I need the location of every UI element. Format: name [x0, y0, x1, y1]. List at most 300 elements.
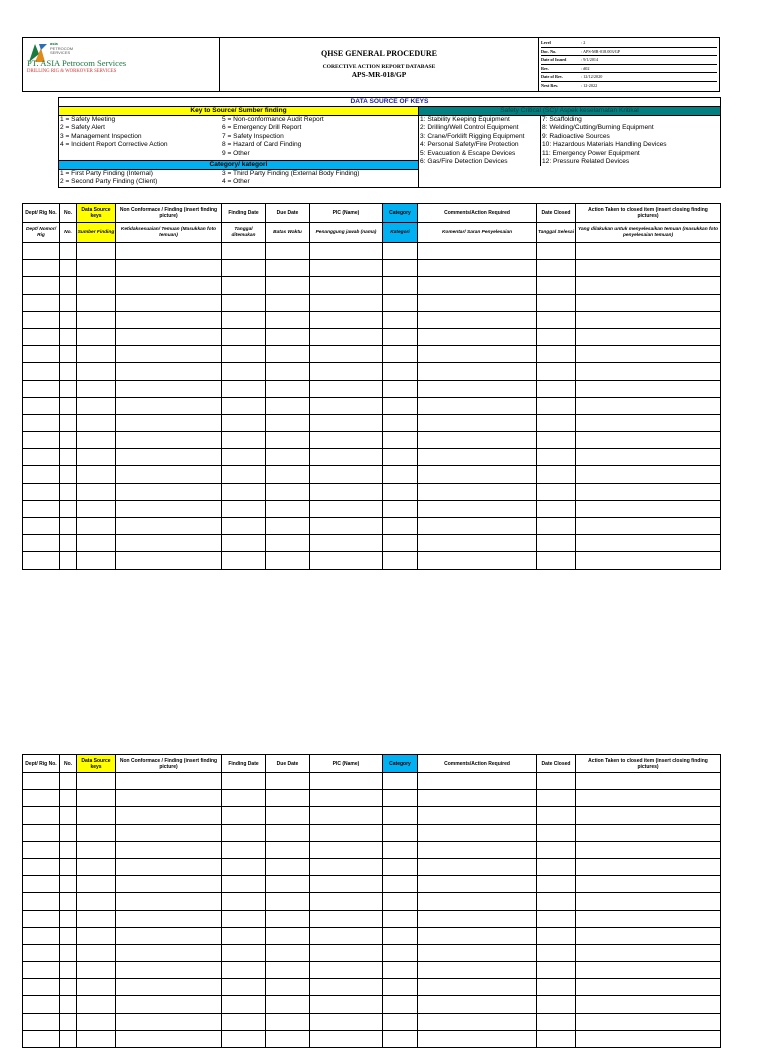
table-cell[interactable]	[222, 432, 266, 449]
table-cell[interactable]	[310, 1030, 383, 1047]
table-cell[interactable]	[116, 841, 222, 858]
table-cell[interactable]	[383, 790, 418, 807]
table-cell[interactable]	[23, 243, 60, 260]
table-cell[interactable]	[576, 552, 721, 569]
table-cell[interactable]	[266, 243, 310, 260]
table-cell[interactable]	[310, 346, 383, 363]
table-cell[interactable]	[383, 927, 418, 944]
table-cell[interactable]	[576, 962, 721, 979]
table-cell[interactable]	[23, 552, 60, 569]
table-cell[interactable]	[77, 927, 116, 944]
table-cell[interactable]	[576, 824, 721, 841]
table-cell[interactable]	[266, 363, 310, 380]
table-cell[interactable]	[418, 260, 537, 277]
table-cell[interactable]	[266, 824, 310, 841]
table-cell[interactable]	[418, 893, 537, 910]
table-cell[interactable]	[60, 979, 77, 996]
table-cell[interactable]	[576, 277, 721, 294]
table-cell[interactable]	[310, 773, 383, 790]
table-cell[interactable]	[576, 483, 721, 500]
table-cell[interactable]	[60, 483, 77, 500]
table-cell[interactable]	[266, 380, 310, 397]
table-cell[interactable]	[77, 466, 116, 483]
table-cell[interactable]	[23, 824, 60, 841]
table-cell[interactable]	[222, 277, 266, 294]
table-cell[interactable]	[23, 1030, 60, 1047]
table-cell[interactable]	[23, 328, 60, 345]
table-cell[interactable]	[23, 876, 60, 893]
table-cell[interactable]	[576, 858, 721, 875]
table-cell[interactable]	[266, 294, 310, 311]
table-cell[interactable]	[222, 363, 266, 380]
table-cell[interactable]	[266, 927, 310, 944]
table-cell[interactable]	[60, 328, 77, 345]
table-cell[interactable]	[310, 260, 383, 277]
table-cell[interactable]	[60, 773, 77, 790]
table-cell[interactable]	[222, 243, 266, 260]
table-cell[interactable]	[60, 841, 77, 858]
table-cell[interactable]	[116, 979, 222, 996]
table-cell[interactable]	[310, 824, 383, 841]
table-cell[interactable]	[222, 944, 266, 961]
table-cell[interactable]	[310, 311, 383, 328]
table-cell[interactable]	[77, 346, 116, 363]
table-cell[interactable]	[23, 466, 60, 483]
table-cell[interactable]	[116, 910, 222, 927]
table-cell[interactable]	[116, 518, 222, 535]
table-cell[interactable]	[116, 552, 222, 569]
table-cell[interactable]	[418, 773, 537, 790]
table-cell[interactable]	[537, 552, 576, 569]
table-cell[interactable]	[537, 380, 576, 397]
table-cell[interactable]	[537, 858, 576, 875]
table-cell[interactable]	[77, 773, 116, 790]
table-cell[interactable]	[383, 432, 418, 449]
table-cell[interactable]	[60, 1013, 77, 1030]
table-cell[interactable]	[576, 363, 721, 380]
table-cell[interactable]	[60, 876, 77, 893]
table-cell[interactable]	[77, 944, 116, 961]
table-cell[interactable]	[77, 414, 116, 431]
table-cell[interactable]	[537, 962, 576, 979]
table-cell[interactable]	[222, 1013, 266, 1030]
table-cell[interactable]	[266, 996, 310, 1013]
table-cell[interactable]	[222, 773, 266, 790]
table-cell[interactable]	[77, 432, 116, 449]
table-cell[interactable]	[60, 962, 77, 979]
table-cell[interactable]	[222, 535, 266, 552]
table-cell[interactable]	[116, 858, 222, 875]
table-cell[interactable]	[383, 518, 418, 535]
table-cell[interactable]	[266, 535, 310, 552]
table-cell[interactable]	[310, 893, 383, 910]
table-cell[interactable]	[60, 500, 77, 517]
table-cell[interactable]	[310, 876, 383, 893]
table-cell[interactable]	[310, 277, 383, 294]
table-cell[interactable]	[537, 996, 576, 1013]
table-cell[interactable]	[60, 414, 77, 431]
table-cell[interactable]	[383, 773, 418, 790]
table-cell[interactable]	[77, 363, 116, 380]
table-cell[interactable]	[418, 824, 537, 841]
table-cell[interactable]	[383, 944, 418, 961]
table-cell[interactable]	[537, 535, 576, 552]
table-cell[interactable]	[576, 260, 721, 277]
table-cell[interactable]	[60, 432, 77, 449]
table-cell[interactable]	[222, 294, 266, 311]
table-cell[interactable]	[383, 363, 418, 380]
table-cell[interactable]	[576, 893, 721, 910]
table-cell[interactable]	[537, 1013, 576, 1030]
table-cell[interactable]	[418, 552, 537, 569]
table-cell[interactable]	[23, 483, 60, 500]
table-cell[interactable]	[60, 807, 77, 824]
table-cell[interactable]	[418, 944, 537, 961]
table-cell[interactable]	[23, 773, 60, 790]
table-cell[interactable]	[537, 311, 576, 328]
table-cell[interactable]	[383, 962, 418, 979]
table-cell[interactable]	[222, 346, 266, 363]
table-cell[interactable]	[537, 807, 576, 824]
table-cell[interactable]	[222, 380, 266, 397]
table-cell[interactable]	[310, 910, 383, 927]
table-cell[interactable]	[60, 243, 77, 260]
table-cell[interactable]	[576, 380, 721, 397]
table-cell[interactable]	[23, 910, 60, 927]
table-cell[interactable]	[418, 910, 537, 927]
table-cell[interactable]	[383, 243, 418, 260]
table-cell[interactable]	[266, 944, 310, 961]
table-cell[interactable]	[266, 841, 310, 858]
table-cell[interactable]	[222, 893, 266, 910]
table-cell[interactable]	[576, 1013, 721, 1030]
table-cell[interactable]	[310, 1013, 383, 1030]
table-cell[interactable]	[310, 414, 383, 431]
table-cell[interactable]	[310, 294, 383, 311]
table-cell[interactable]	[537, 466, 576, 483]
table-cell[interactable]	[77, 449, 116, 466]
table-cell[interactable]	[116, 432, 222, 449]
table-cell[interactable]	[383, 841, 418, 858]
table-cell[interactable]	[23, 535, 60, 552]
table-cell[interactable]	[418, 500, 537, 517]
table-cell[interactable]	[576, 311, 721, 328]
table-cell[interactable]	[266, 858, 310, 875]
table-cell[interactable]	[310, 841, 383, 858]
table-cell[interactable]	[576, 346, 721, 363]
table-cell[interactable]	[383, 294, 418, 311]
table-cell[interactable]	[576, 910, 721, 927]
table-cell[interactable]	[310, 518, 383, 535]
table-cell[interactable]	[116, 500, 222, 517]
table-cell[interactable]	[537, 790, 576, 807]
table-cell[interactable]	[418, 927, 537, 944]
table-cell[interactable]	[537, 260, 576, 277]
table-cell[interactable]	[77, 277, 116, 294]
table-cell[interactable]	[23, 944, 60, 961]
table-cell[interactable]	[310, 979, 383, 996]
table-cell[interactable]	[23, 858, 60, 875]
table-cell[interactable]	[418, 294, 537, 311]
table-cell[interactable]	[77, 1030, 116, 1047]
table-cell[interactable]	[77, 996, 116, 1013]
table-cell[interactable]	[383, 449, 418, 466]
table-cell[interactable]	[418, 449, 537, 466]
table-cell[interactable]	[537, 432, 576, 449]
table-cell[interactable]	[60, 397, 77, 414]
table-cell[interactable]	[60, 535, 77, 552]
table-cell[interactable]	[310, 243, 383, 260]
table-cell[interactable]	[116, 1030, 222, 1047]
table-cell[interactable]	[116, 277, 222, 294]
table-cell[interactable]	[116, 996, 222, 1013]
table-cell[interactable]	[77, 294, 116, 311]
table-cell[interactable]	[116, 243, 222, 260]
table-cell[interactable]	[116, 893, 222, 910]
table-cell[interactable]	[266, 962, 310, 979]
table-cell[interactable]	[77, 1013, 116, 1030]
table-cell[interactable]	[222, 328, 266, 345]
table-cell[interactable]	[222, 876, 266, 893]
table-cell[interactable]	[537, 328, 576, 345]
table-cell[interactable]	[23, 500, 60, 517]
table-cell[interactable]	[310, 397, 383, 414]
table-cell[interactable]	[23, 449, 60, 466]
table-cell[interactable]	[266, 979, 310, 996]
table-cell[interactable]	[266, 346, 310, 363]
table-cell[interactable]	[383, 346, 418, 363]
table-cell[interactable]	[418, 790, 537, 807]
table-cell[interactable]	[77, 910, 116, 927]
table-cell[interactable]	[222, 449, 266, 466]
table-cell[interactable]	[116, 962, 222, 979]
table-cell[interactable]	[383, 807, 418, 824]
table-cell[interactable]	[266, 466, 310, 483]
table-cell[interactable]	[77, 790, 116, 807]
table-cell[interactable]	[310, 328, 383, 345]
table-cell[interactable]	[266, 449, 310, 466]
table-cell[interactable]	[266, 807, 310, 824]
table-cell[interactable]	[383, 1013, 418, 1030]
table-cell[interactable]	[77, 979, 116, 996]
table-cell[interactable]	[383, 858, 418, 875]
table-cell[interactable]	[60, 858, 77, 875]
table-cell[interactable]	[77, 243, 116, 260]
table-cell[interactable]	[418, 328, 537, 345]
table-cell[interactable]	[537, 841, 576, 858]
table-cell[interactable]	[537, 518, 576, 535]
table-cell[interactable]	[77, 552, 116, 569]
table-cell[interactable]	[537, 500, 576, 517]
table-cell[interactable]	[537, 449, 576, 466]
table-cell[interactable]	[116, 535, 222, 552]
table-cell[interactable]	[222, 858, 266, 875]
table-cell[interactable]	[310, 466, 383, 483]
table-cell[interactable]	[116, 380, 222, 397]
table-cell[interactable]	[418, 483, 537, 500]
table-cell[interactable]	[266, 893, 310, 910]
table-cell[interactable]	[23, 790, 60, 807]
table-cell[interactable]	[60, 277, 77, 294]
table-cell[interactable]	[418, 1030, 537, 1047]
table-cell[interactable]	[418, 996, 537, 1013]
table-cell[interactable]	[418, 858, 537, 875]
table-cell[interactable]	[576, 243, 721, 260]
table-cell[interactable]	[116, 944, 222, 961]
table-cell[interactable]	[116, 1013, 222, 1030]
table-cell[interactable]	[222, 414, 266, 431]
table-cell[interactable]	[116, 824, 222, 841]
table-cell[interactable]	[576, 1030, 721, 1047]
table-cell[interactable]	[60, 893, 77, 910]
table-cell[interactable]	[537, 277, 576, 294]
table-cell[interactable]	[576, 500, 721, 517]
table-cell[interactable]	[60, 311, 77, 328]
table-cell[interactable]	[310, 380, 383, 397]
table-cell[interactable]	[576, 979, 721, 996]
table-cell[interactable]	[537, 1030, 576, 1047]
table-cell[interactable]	[383, 552, 418, 569]
table-cell[interactable]	[116, 807, 222, 824]
table-cell[interactable]	[576, 294, 721, 311]
table-cell[interactable]	[537, 414, 576, 431]
table-cell[interactable]	[418, 346, 537, 363]
table-cell[interactable]	[222, 552, 266, 569]
table-cell[interactable]	[222, 807, 266, 824]
table-cell[interactable]	[310, 535, 383, 552]
table-cell[interactable]	[383, 893, 418, 910]
table-cell[interactable]	[576, 449, 721, 466]
table-cell[interactable]	[116, 466, 222, 483]
table-cell[interactable]	[383, 311, 418, 328]
table-cell[interactable]	[116, 397, 222, 414]
table-cell[interactable]	[60, 466, 77, 483]
table-cell[interactable]	[418, 277, 537, 294]
table-cell[interactable]	[23, 807, 60, 824]
table-cell[interactable]	[222, 841, 266, 858]
table-cell[interactable]	[77, 500, 116, 517]
table-cell[interactable]	[222, 910, 266, 927]
table-cell[interactable]	[537, 979, 576, 996]
table-cell[interactable]	[60, 996, 77, 1013]
table-cell[interactable]	[23, 397, 60, 414]
table-cell[interactable]	[576, 944, 721, 961]
table-cell[interactable]	[537, 483, 576, 500]
table-cell[interactable]	[537, 910, 576, 927]
table-cell[interactable]	[60, 552, 77, 569]
table-cell[interactable]	[77, 807, 116, 824]
table-cell[interactable]	[116, 876, 222, 893]
table-cell[interactable]	[222, 927, 266, 944]
table-cell[interactable]	[222, 824, 266, 841]
table-cell[interactable]	[116, 363, 222, 380]
table-cell[interactable]	[310, 449, 383, 466]
table-cell[interactable]	[418, 363, 537, 380]
table-cell[interactable]	[310, 927, 383, 944]
table-cell[interactable]	[576, 432, 721, 449]
table-cell[interactable]	[23, 311, 60, 328]
table-cell[interactable]	[266, 328, 310, 345]
table-cell[interactable]	[576, 328, 721, 345]
table-cell[interactable]	[576, 535, 721, 552]
table-cell[interactable]	[60, 380, 77, 397]
table-cell[interactable]	[310, 483, 383, 500]
table-cell[interactable]	[418, 432, 537, 449]
table-cell[interactable]	[537, 824, 576, 841]
table-cell[interactable]	[383, 996, 418, 1013]
table-cell[interactable]	[266, 500, 310, 517]
table-cell[interactable]	[383, 277, 418, 294]
table-cell[interactable]	[576, 876, 721, 893]
table-cell[interactable]	[266, 876, 310, 893]
table-cell[interactable]	[537, 294, 576, 311]
table-cell[interactable]	[576, 927, 721, 944]
table-cell[interactable]	[383, 500, 418, 517]
table-cell[interactable]	[418, 807, 537, 824]
table-cell[interactable]	[23, 518, 60, 535]
table-cell[interactable]	[60, 927, 77, 944]
table-cell[interactable]	[23, 962, 60, 979]
table-cell[interactable]	[60, 363, 77, 380]
table-cell[interactable]	[116, 927, 222, 944]
table-cell[interactable]	[310, 807, 383, 824]
table-cell[interactable]	[23, 380, 60, 397]
table-cell[interactable]	[310, 790, 383, 807]
table-cell[interactable]	[418, 1013, 537, 1030]
table-cell[interactable]	[23, 1013, 60, 1030]
table-cell[interactable]	[77, 397, 116, 414]
table-cell[interactable]	[537, 397, 576, 414]
table-cell[interactable]	[116, 483, 222, 500]
table-cell[interactable]	[23, 346, 60, 363]
table-cell[interactable]	[418, 518, 537, 535]
table-cell[interactable]	[23, 841, 60, 858]
table-cell[interactable]	[310, 363, 383, 380]
table-cell[interactable]	[266, 773, 310, 790]
table-cell[interactable]	[310, 858, 383, 875]
table-cell[interactable]	[310, 500, 383, 517]
table-cell[interactable]	[23, 432, 60, 449]
table-cell[interactable]	[310, 944, 383, 961]
table-cell[interactable]	[418, 311, 537, 328]
table-cell[interactable]	[537, 876, 576, 893]
table-cell[interactable]	[60, 944, 77, 961]
table-cell[interactable]	[266, 311, 310, 328]
table-cell[interactable]	[537, 346, 576, 363]
table-cell[interactable]	[60, 910, 77, 927]
table-cell[interactable]	[418, 466, 537, 483]
table-cell[interactable]	[418, 414, 537, 431]
table-cell[interactable]	[23, 277, 60, 294]
table-cell[interactable]	[383, 466, 418, 483]
table-cell[interactable]	[23, 260, 60, 277]
table-cell[interactable]	[222, 483, 266, 500]
table-cell[interactable]	[222, 790, 266, 807]
table-cell[interactable]	[116, 346, 222, 363]
table-cell[interactable]	[537, 944, 576, 961]
table-cell[interactable]	[23, 893, 60, 910]
table-cell[interactable]	[576, 841, 721, 858]
table-cell[interactable]	[383, 397, 418, 414]
table-cell[interactable]	[537, 893, 576, 910]
table-cell[interactable]	[576, 518, 721, 535]
table-cell[interactable]	[116, 790, 222, 807]
table-cell[interactable]	[266, 432, 310, 449]
table-cell[interactable]	[537, 773, 576, 790]
table-cell[interactable]	[383, 910, 418, 927]
table-cell[interactable]	[222, 996, 266, 1013]
table-cell[interactable]	[116, 260, 222, 277]
